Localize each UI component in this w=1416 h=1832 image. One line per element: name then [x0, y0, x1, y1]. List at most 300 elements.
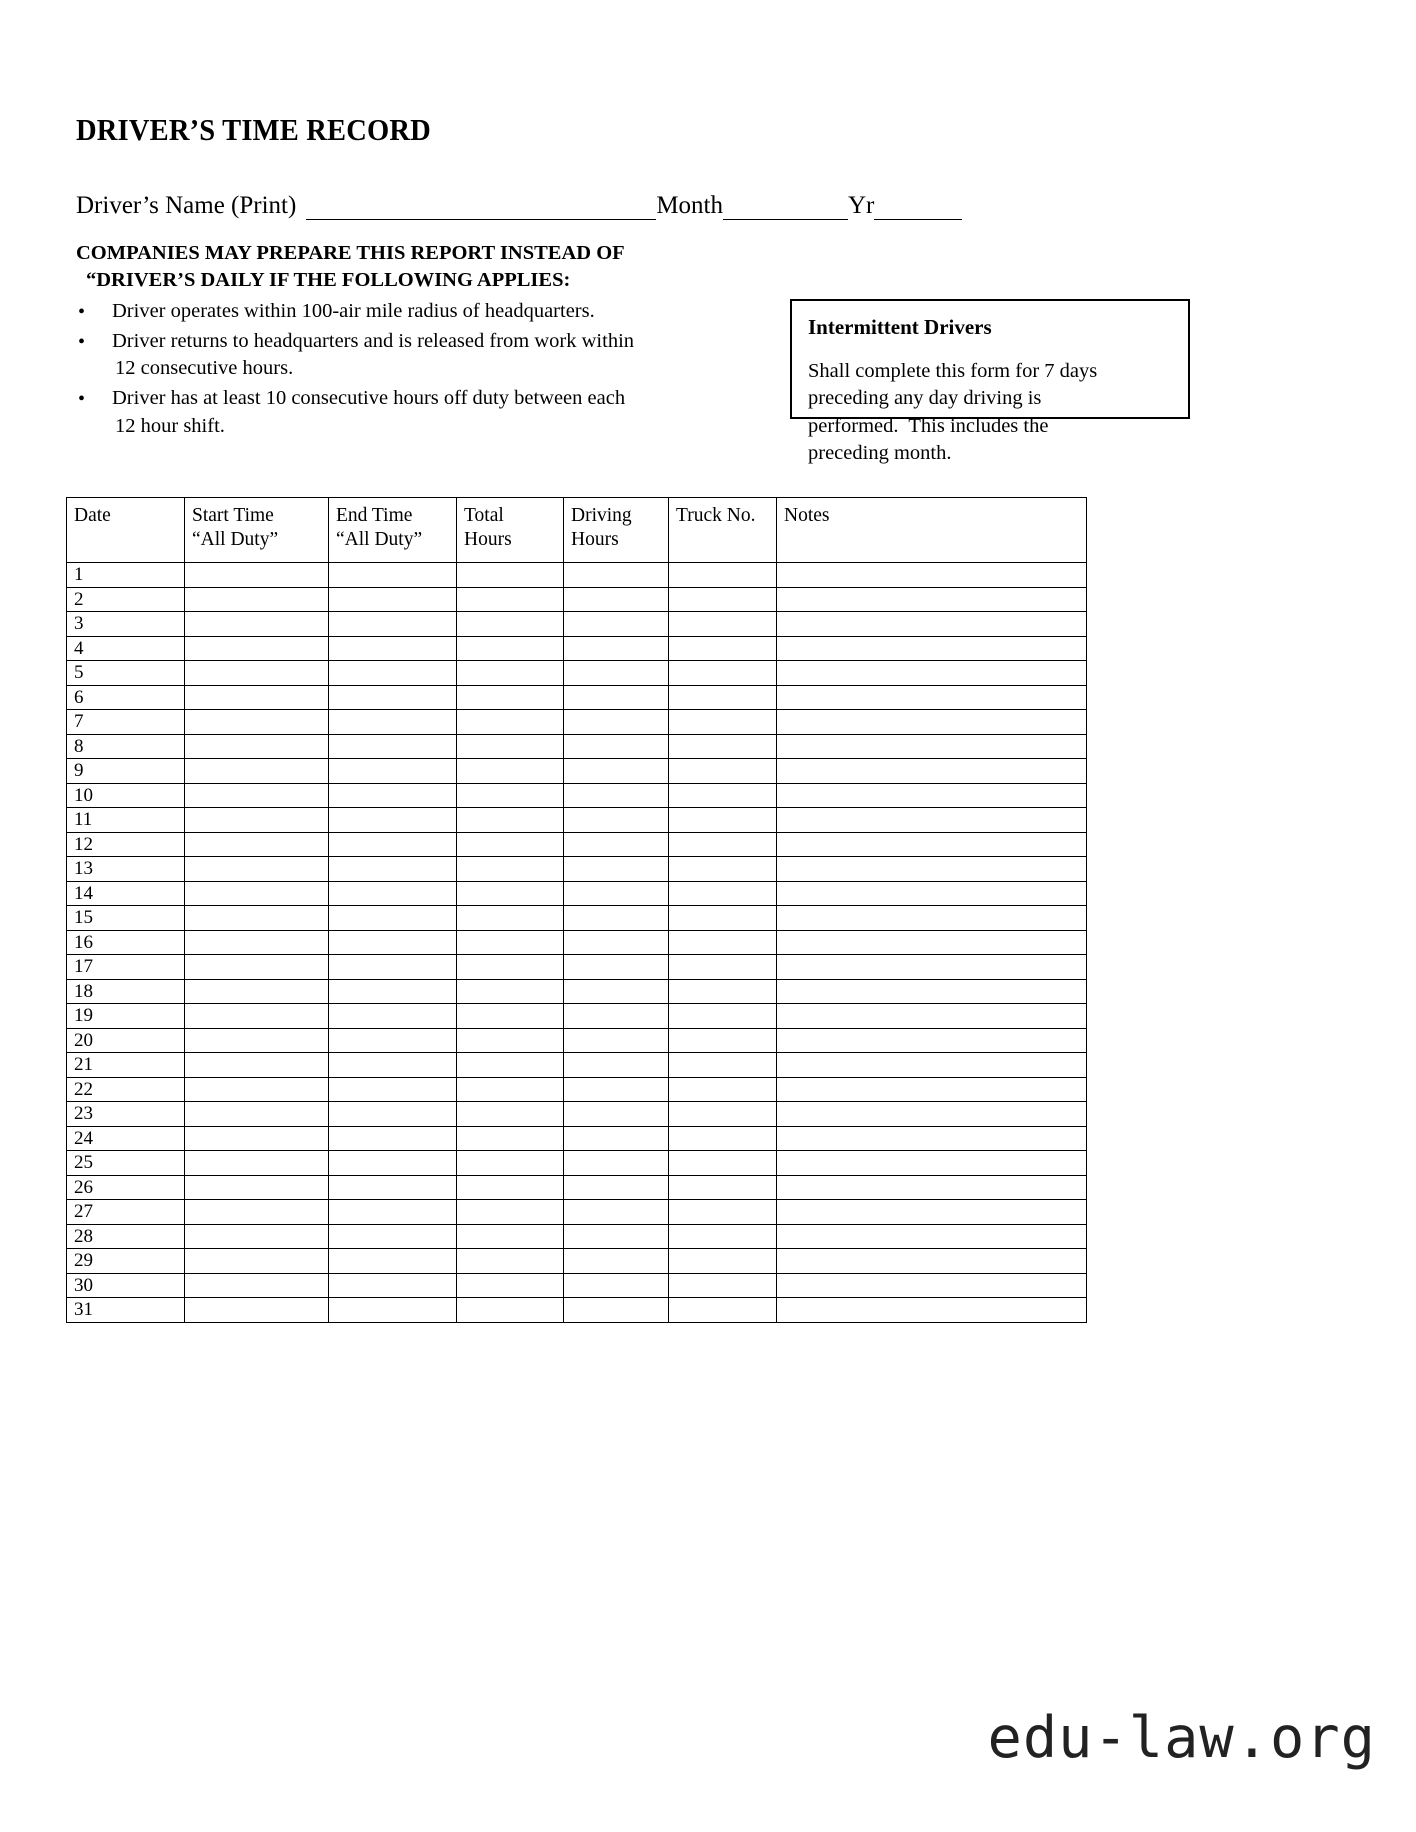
row-date-cell: 16 — [67, 930, 185, 955]
row-entry-cell[interactable] — [329, 612, 457, 637]
row-entry-cell[interactable] — [564, 1224, 669, 1249]
row-entry-cell[interactable] — [185, 1224, 329, 1249]
column-header-driving-hours-line1: Driving — [571, 505, 632, 526]
row-entry-cell[interactable] — [185, 930, 329, 955]
table-row — [67, 1273, 1087, 1298]
row-entry-cell[interactable] — [669, 1077, 777, 1102]
intermittent-drivers-box — [790, 299, 1190, 464]
row-entry-cell[interactable] — [457, 955, 564, 980]
row-entry-cell[interactable] — [185, 661, 329, 686]
table-row — [67, 1004, 1087, 1029]
row-entry-cell[interactable] — [457, 832, 564, 857]
page-title: DRIVER’S TIME RECORD — [76, 112, 431, 147]
row-entry-cell[interactable] — [669, 636, 777, 661]
row-entry-cell[interactable] — [329, 759, 457, 784]
row-entry-cell[interactable] — [329, 734, 457, 759]
row-entry-cell[interactable] — [777, 1004, 1087, 1029]
row-entry-cell[interactable] — [185, 832, 329, 857]
row-date-cell: 15 — [67, 906, 185, 931]
row-entry-cell[interactable] — [329, 906, 457, 931]
row-entry-cell[interactable] — [329, 587, 457, 612]
row-entry-cell[interactable] — [185, 906, 329, 931]
row-entry-cell[interactable] — [777, 783, 1087, 808]
intermittent-drivers-body — [808, 358, 1188, 467]
column-header-truck-no — [669, 498, 777, 563]
row-entry-cell[interactable] — [329, 1004, 457, 1029]
row-entry-cell[interactable] — [777, 857, 1087, 882]
row-entry-cell[interactable] — [564, 612, 669, 637]
intermittent-body-line-3: performed. This includes the — [808, 414, 1049, 437]
row-entry-cell[interactable] — [329, 1077, 457, 1102]
row-date-cell: 24 — [67, 1126, 185, 1151]
year-blank[interactable] — [874, 197, 962, 220]
row-entry-cell[interactable] — [457, 685, 564, 710]
column-header-end-time — [329, 498, 457, 563]
row-entry-cell[interactable] — [777, 808, 1087, 833]
table-row — [67, 1151, 1087, 1176]
time-record-table — [66, 497, 1087, 1323]
row-entry-cell[interactable] — [564, 1126, 669, 1151]
row-entry-cell[interactable] — [329, 808, 457, 833]
time-record-table-wrapper — [66, 497, 1086, 1323]
row-entry-cell[interactable] — [669, 857, 777, 882]
column-header-start-time-line1: Start Time — [192, 505, 274, 526]
row-entry-cell[interactable] — [564, 1200, 669, 1225]
driver-name-label: Driver’s Name (Print) — [76, 192, 297, 219]
table-row — [67, 783, 1087, 808]
bullet-text: Driver operates within 100-air mile radius of headquarters. — [112, 299, 595, 322]
row-entry-cell[interactable] — [669, 734, 777, 759]
row-entry-cell[interactable] — [777, 1077, 1087, 1102]
row-entry-cell[interactable] — [457, 734, 564, 759]
row-entry-cell[interactable] — [329, 1053, 457, 1078]
intermittent-body-line-2: preceding any day driving is — [808, 387, 1042, 410]
table-row — [67, 857, 1087, 882]
row-entry-cell[interactable] — [329, 1200, 457, 1225]
row-entry-cell[interactable] — [669, 1126, 777, 1151]
row-entry-cell[interactable] — [329, 979, 457, 1004]
row-entry-cell[interactable] — [329, 1249, 457, 1274]
table-row — [67, 808, 1087, 833]
row-entry-cell[interactable] — [777, 930, 1087, 955]
row-entry-cell[interactable] — [669, 1249, 777, 1274]
row-entry-cell[interactable] — [185, 612, 329, 637]
row-entry-cell[interactable] — [457, 1004, 564, 1029]
row-entry-cell[interactable] — [777, 636, 1087, 661]
row-entry-cell[interactable] — [457, 1273, 564, 1298]
table-row — [67, 881, 1087, 906]
row-entry-cell[interactable] — [185, 979, 329, 1004]
row-entry-cell[interactable] — [457, 1200, 564, 1225]
row-entry-cell[interactable] — [777, 1200, 1087, 1225]
row-entry-cell[interactable] — [564, 1151, 669, 1176]
row-entry-cell[interactable] — [777, 979, 1087, 1004]
row-entry-cell[interactable] — [457, 636, 564, 661]
row-date-cell: 2 — [67, 587, 185, 612]
row-entry-cell[interactable] — [185, 1249, 329, 1274]
row-entry-cell[interactable] — [329, 661, 457, 686]
row-entry-cell[interactable] — [185, 759, 329, 784]
row-entry-cell[interactable] — [777, 563, 1087, 588]
table-row — [67, 734, 1087, 759]
table-header — [67, 498, 1087, 563]
row-entry-cell[interactable] — [669, 1298, 777, 1323]
row-entry-cell[interactable] — [185, 1175, 329, 1200]
row-entry-cell[interactable] — [329, 955, 457, 980]
row-entry-cell[interactable] — [777, 612, 1087, 637]
row-entry-cell[interactable] — [669, 955, 777, 980]
row-date-cell: 22 — [67, 1077, 185, 1102]
row-entry-cell[interactable] — [329, 563, 457, 588]
row-date-cell: 3 — [67, 612, 185, 637]
row-entry-cell[interactable] — [777, 1249, 1087, 1274]
row-entry-cell[interactable] — [457, 1249, 564, 1274]
bullet-text-continued: 12 hour shift. — [115, 414, 225, 437]
row-entry-cell[interactable] — [564, 1028, 669, 1053]
row-entry-cell[interactable] — [329, 1126, 457, 1151]
table-row — [67, 710, 1087, 735]
list-item — [76, 328, 686, 383]
row-entry-cell[interactable] — [564, 685, 669, 710]
row-date-cell: 8 — [67, 734, 185, 759]
row-entry-cell[interactable] — [669, 1151, 777, 1176]
row-entry-cell[interactable] — [457, 930, 564, 955]
row-entry-cell[interactable] — [564, 1175, 669, 1200]
row-entry-cell[interactable] — [457, 979, 564, 1004]
row-entry-cell[interactable] — [457, 857, 564, 882]
row-entry-cell[interactable] — [564, 1004, 669, 1029]
row-entry-cell[interactable] — [669, 759, 777, 784]
row-entry-cell[interactable] — [564, 636, 669, 661]
column-header-date — [67, 498, 185, 563]
row-date-cell: 23 — [67, 1102, 185, 1127]
table-row — [67, 1028, 1087, 1053]
table-row — [67, 759, 1087, 784]
table-header-row — [67, 498, 1087, 563]
intermittent-body-line-1: Shall complete this form for 7 days — [808, 360, 1098, 383]
row-entry-cell[interactable] — [669, 832, 777, 857]
row-entry-cell[interactable] — [329, 783, 457, 808]
row-entry-cell[interactable] — [457, 906, 564, 931]
row-entry-cell[interactable] — [777, 1028, 1087, 1053]
row-entry-cell[interactable] — [329, 1151, 457, 1176]
row-date-cell: 25 — [67, 1151, 185, 1176]
table-row — [67, 930, 1087, 955]
eligibility-notice — [76, 240, 686, 440]
table-row — [67, 1249, 1087, 1274]
month-label: Month — [656, 192, 723, 219]
row-entry-cell[interactable] — [185, 1028, 329, 1053]
row-entry-cell[interactable] — [457, 1224, 564, 1249]
year-label: Yr — [848, 192, 875, 219]
table-row — [67, 563, 1087, 588]
row-entry-cell[interactable] — [564, 1273, 669, 1298]
intermittent-body-line-4: preceding month. — [808, 441, 952, 464]
row-entry-cell[interactable] — [564, 808, 669, 833]
row-date-cell: 5 — [67, 661, 185, 686]
driver-name-blank[interactable] — [306, 197, 656, 220]
row-entry-cell[interactable] — [669, 661, 777, 686]
row-entry-cell[interactable] — [564, 1102, 669, 1127]
row-date-cell: 4 — [67, 636, 185, 661]
row-entry-cell[interactable] — [564, 832, 669, 857]
row-date-cell: 14 — [67, 881, 185, 906]
row-date-cell: 31 — [67, 1298, 185, 1323]
row-entry-cell[interactable] — [669, 1200, 777, 1225]
row-entry-cell[interactable] — [329, 1273, 457, 1298]
row-date-cell: 7 — [67, 710, 185, 735]
row-entry-cell[interactable] — [669, 1224, 777, 1249]
table-body — [67, 563, 1087, 1323]
table-row — [67, 1102, 1087, 1127]
row-entry-cell[interactable] — [329, 1102, 457, 1127]
row-entry-cell[interactable] — [329, 710, 457, 735]
row-entry-cell[interactable] — [669, 1102, 777, 1127]
row-date-cell: 27 — [67, 1200, 185, 1225]
row-date-cell: 11 — [67, 808, 185, 833]
column-header-total-hours-line2: Hours — [464, 528, 512, 550]
row-entry-cell[interactable] — [669, 1028, 777, 1053]
row-entry-cell[interactable] — [564, 930, 669, 955]
row-entry-cell[interactable] — [564, 563, 669, 588]
table-row — [67, 1126, 1087, 1151]
column-header-truck-no-line1: Truck No. — [676, 505, 756, 526]
column-header-start-time-line2: “All Duty” — [192, 528, 279, 550]
row-entry-cell[interactable] — [185, 685, 329, 710]
row-entry-cell[interactable] — [457, 1053, 564, 1078]
row-entry-cell[interactable] — [185, 1077, 329, 1102]
bullet-dot-icon: • — [78, 330, 86, 353]
row-entry-cell[interactable] — [564, 1249, 669, 1274]
row-entry-cell[interactable] — [329, 636, 457, 661]
row-entry-cell[interactable] — [457, 1298, 564, 1323]
row-entry-cell[interactable] — [564, 906, 669, 931]
row-entry-cell[interactable] — [669, 930, 777, 955]
row-entry-cell[interactable] — [457, 710, 564, 735]
bullet-dot-icon: • — [78, 300, 86, 323]
table-row — [67, 612, 1087, 637]
row-date-cell: 26 — [67, 1175, 185, 1200]
row-entry-cell[interactable] — [185, 563, 329, 588]
row-entry-cell[interactable] — [329, 1175, 457, 1200]
column-header-date-line1: Date — [74, 505, 111, 526]
row-entry-cell[interactable] — [669, 685, 777, 710]
row-entry-cell[interactable] — [329, 1028, 457, 1053]
column-header-total-hours-line1: Total — [464, 505, 504, 526]
row-entry-cell[interactable] — [457, 783, 564, 808]
table-row — [67, 979, 1087, 1004]
row-entry-cell[interactable] — [669, 1175, 777, 1200]
row-entry-cell[interactable] — [669, 808, 777, 833]
column-header-notes-line1: Notes — [784, 505, 830, 526]
table-row — [67, 685, 1087, 710]
row-entry-cell[interactable] — [564, 587, 669, 612]
row-entry-cell[interactable] — [457, 1151, 564, 1176]
intermittent-drivers-title: Intermittent Drivers — [808, 315, 992, 339]
row-entry-cell[interactable] — [777, 661, 1087, 686]
list-item — [76, 298, 686, 325]
row-date-cell: 28 — [67, 1224, 185, 1249]
row-entry-cell[interactable] — [185, 1200, 329, 1225]
table-row — [67, 1224, 1087, 1249]
row-entry-cell[interactable] — [564, 881, 669, 906]
row-entry-cell[interactable] — [457, 587, 564, 612]
row-entry-cell[interactable] — [777, 906, 1087, 931]
row-entry-cell[interactable] — [564, 1077, 669, 1102]
row-entry-cell[interactable] — [777, 1126, 1087, 1151]
row-entry-cell[interactable] — [185, 881, 329, 906]
row-entry-cell[interactable] — [185, 955, 329, 980]
table-row — [67, 832, 1087, 857]
row-entry-cell[interactable] — [185, 1298, 329, 1323]
row-entry-cell[interactable] — [777, 710, 1087, 735]
row-entry-cell[interactable] — [564, 710, 669, 735]
row-entry-cell[interactable] — [185, 1151, 329, 1176]
row-entry-cell[interactable] — [185, 808, 329, 833]
row-entry-cell[interactable] — [777, 685, 1087, 710]
row-entry-cell[interactable] — [669, 612, 777, 637]
row-entry-cell[interactable] — [329, 930, 457, 955]
row-entry-cell[interactable] — [669, 710, 777, 735]
row-entry-cell[interactable] — [777, 1224, 1087, 1249]
row-entry-cell[interactable] — [564, 979, 669, 1004]
row-entry-cell[interactable] — [457, 1077, 564, 1102]
row-entry-cell[interactable] — [185, 783, 329, 808]
row-entry-cell[interactable] — [185, 1273, 329, 1298]
row-entry-cell[interactable] — [329, 685, 457, 710]
row-entry-cell[interactable] — [669, 881, 777, 906]
table-row — [67, 1200, 1087, 1225]
row-entry-cell[interactable] — [457, 1175, 564, 1200]
bullet-text: Driver returns to headquarters and is released from work within — [112, 329, 635, 352]
row-entry-cell[interactable] — [457, 759, 564, 784]
row-entry-cell[interactable] — [564, 734, 669, 759]
column-header-total-hours — [457, 498, 564, 563]
row-entry-cell[interactable] — [457, 1028, 564, 1053]
row-entry-cell[interactable] — [329, 1224, 457, 1249]
table-row — [67, 661, 1087, 686]
column-header-end-time-line1: End Time — [336, 505, 413, 526]
row-date-cell: 12 — [67, 832, 185, 857]
row-entry-cell[interactable] — [564, 783, 669, 808]
row-entry-cell[interactable] — [185, 636, 329, 661]
row-entry-cell[interactable] — [185, 734, 329, 759]
row-entry-cell[interactable] — [669, 783, 777, 808]
table-row — [67, 636, 1087, 661]
row-entry-cell[interactable] — [457, 661, 564, 686]
row-entry-cell[interactable] — [457, 563, 564, 588]
site-watermark: edu-law.org — [987, 1705, 1376, 1771]
row-entry-cell[interactable] — [185, 1004, 329, 1029]
row-entry-cell[interactable] — [777, 955, 1087, 980]
row-entry-cell[interactable] — [777, 734, 1087, 759]
column-header-notes — [777, 498, 1087, 563]
row-entry-cell[interactable] — [457, 1126, 564, 1151]
row-entry-cell[interactable] — [777, 1053, 1087, 1078]
notice-heading-line1: COMPANIES MAY PREPARE THIS REPORT INSTEAD OF — [76, 242, 625, 264]
notice-heading — [76, 240, 686, 295]
row-entry-cell[interactable] — [777, 1175, 1087, 1200]
column-header-driving-hours — [564, 498, 669, 563]
row-entry-cell[interactable] — [777, 832, 1087, 857]
list-item — [76, 385, 686, 440]
row-date-cell: 13 — [67, 857, 185, 882]
table-row — [67, 906, 1087, 931]
bullet-text: Driver has at least 10 consecutive hours off duty between each — [112, 387, 626, 410]
row-entry-cell[interactable] — [669, 906, 777, 931]
bullet-text-continued: 12 consecutive hours. — [115, 357, 294, 379]
row-entry-cell[interactable] — [185, 1126, 329, 1151]
row-entry-cell[interactable] — [564, 661, 669, 686]
row-entry-cell[interactable] — [185, 1053, 329, 1078]
row-entry-cell[interactable] — [185, 710, 329, 735]
row-entry-cell[interactable] — [777, 1273, 1087, 1298]
row-entry-cell[interactable] — [564, 955, 669, 980]
row-date-cell: 19 — [67, 1004, 185, 1029]
row-date-cell: 9 — [67, 759, 185, 784]
table-row — [67, 1077, 1087, 1102]
row-entry-cell[interactable] — [669, 1273, 777, 1298]
row-entry-cell[interactable] — [564, 1053, 669, 1078]
row-entry-cell[interactable] — [669, 587, 777, 612]
row-entry-cell[interactable] — [457, 808, 564, 833]
row-entry-cell[interactable] — [777, 1298, 1087, 1323]
row-date-cell: 20 — [67, 1028, 185, 1053]
row-entry-cell[interactable] — [777, 1102, 1087, 1127]
table-row — [67, 955, 1087, 980]
table-row — [67, 1175, 1087, 1200]
driver-name-line — [76, 186, 1076, 220]
row-entry-cell[interactable] — [185, 587, 329, 612]
row-entry-cell[interactable] — [329, 881, 457, 906]
row-entry-cell[interactable] — [329, 1298, 457, 1323]
row-date-cell: 17 — [67, 955, 185, 980]
row-entry-cell[interactable] — [777, 587, 1087, 612]
row-entry-cell[interactable] — [564, 1298, 669, 1323]
month-blank[interactable] — [723, 197, 848, 220]
row-entry-cell[interactable] — [564, 857, 669, 882]
table-row — [67, 1053, 1087, 1078]
row-entry-cell[interactable] — [669, 1004, 777, 1029]
row-entry-cell[interactable] — [457, 612, 564, 637]
row-entry-cell[interactable] — [777, 759, 1087, 784]
row-entry-cell[interactable] — [457, 1102, 564, 1127]
row-entry-cell[interactable] — [777, 881, 1087, 906]
row-entry-cell[interactable] — [669, 979, 777, 1004]
row-entry-cell[interactable] — [185, 1102, 329, 1127]
row-date-cell: 21 — [67, 1053, 185, 1078]
row-entry-cell[interactable] — [669, 1053, 777, 1078]
row-entry-cell[interactable] — [669, 563, 777, 588]
notice-bullet-list — [76, 298, 686, 440]
column-header-end-time-line2: “All Duty” — [336, 528, 423, 550]
column-header-driving-hours-line2: Hours — [571, 528, 619, 550]
row-entry-cell[interactable] — [777, 1151, 1087, 1176]
column-header-start-time — [185, 498, 329, 563]
row-entry-cell[interactable] — [329, 857, 457, 882]
row-entry-cell[interactable] — [564, 759, 669, 784]
row-entry-cell[interactable] — [185, 857, 329, 882]
bullet-dot-icon: • — [78, 388, 86, 411]
row-date-cell: 18 — [67, 979, 185, 1004]
row-date-cell: 30 — [67, 1273, 185, 1298]
table-row — [67, 587, 1087, 612]
row-entry-cell[interactable] — [329, 832, 457, 857]
notice-heading-line2: “DRIVER’S DAILY IF THE FOLLOWING APPLIES: — [86, 269, 571, 292]
row-date-cell: 10 — [67, 783, 185, 808]
table-row — [67, 1298, 1087, 1323]
row-entry-cell[interactable] — [457, 881, 564, 906]
